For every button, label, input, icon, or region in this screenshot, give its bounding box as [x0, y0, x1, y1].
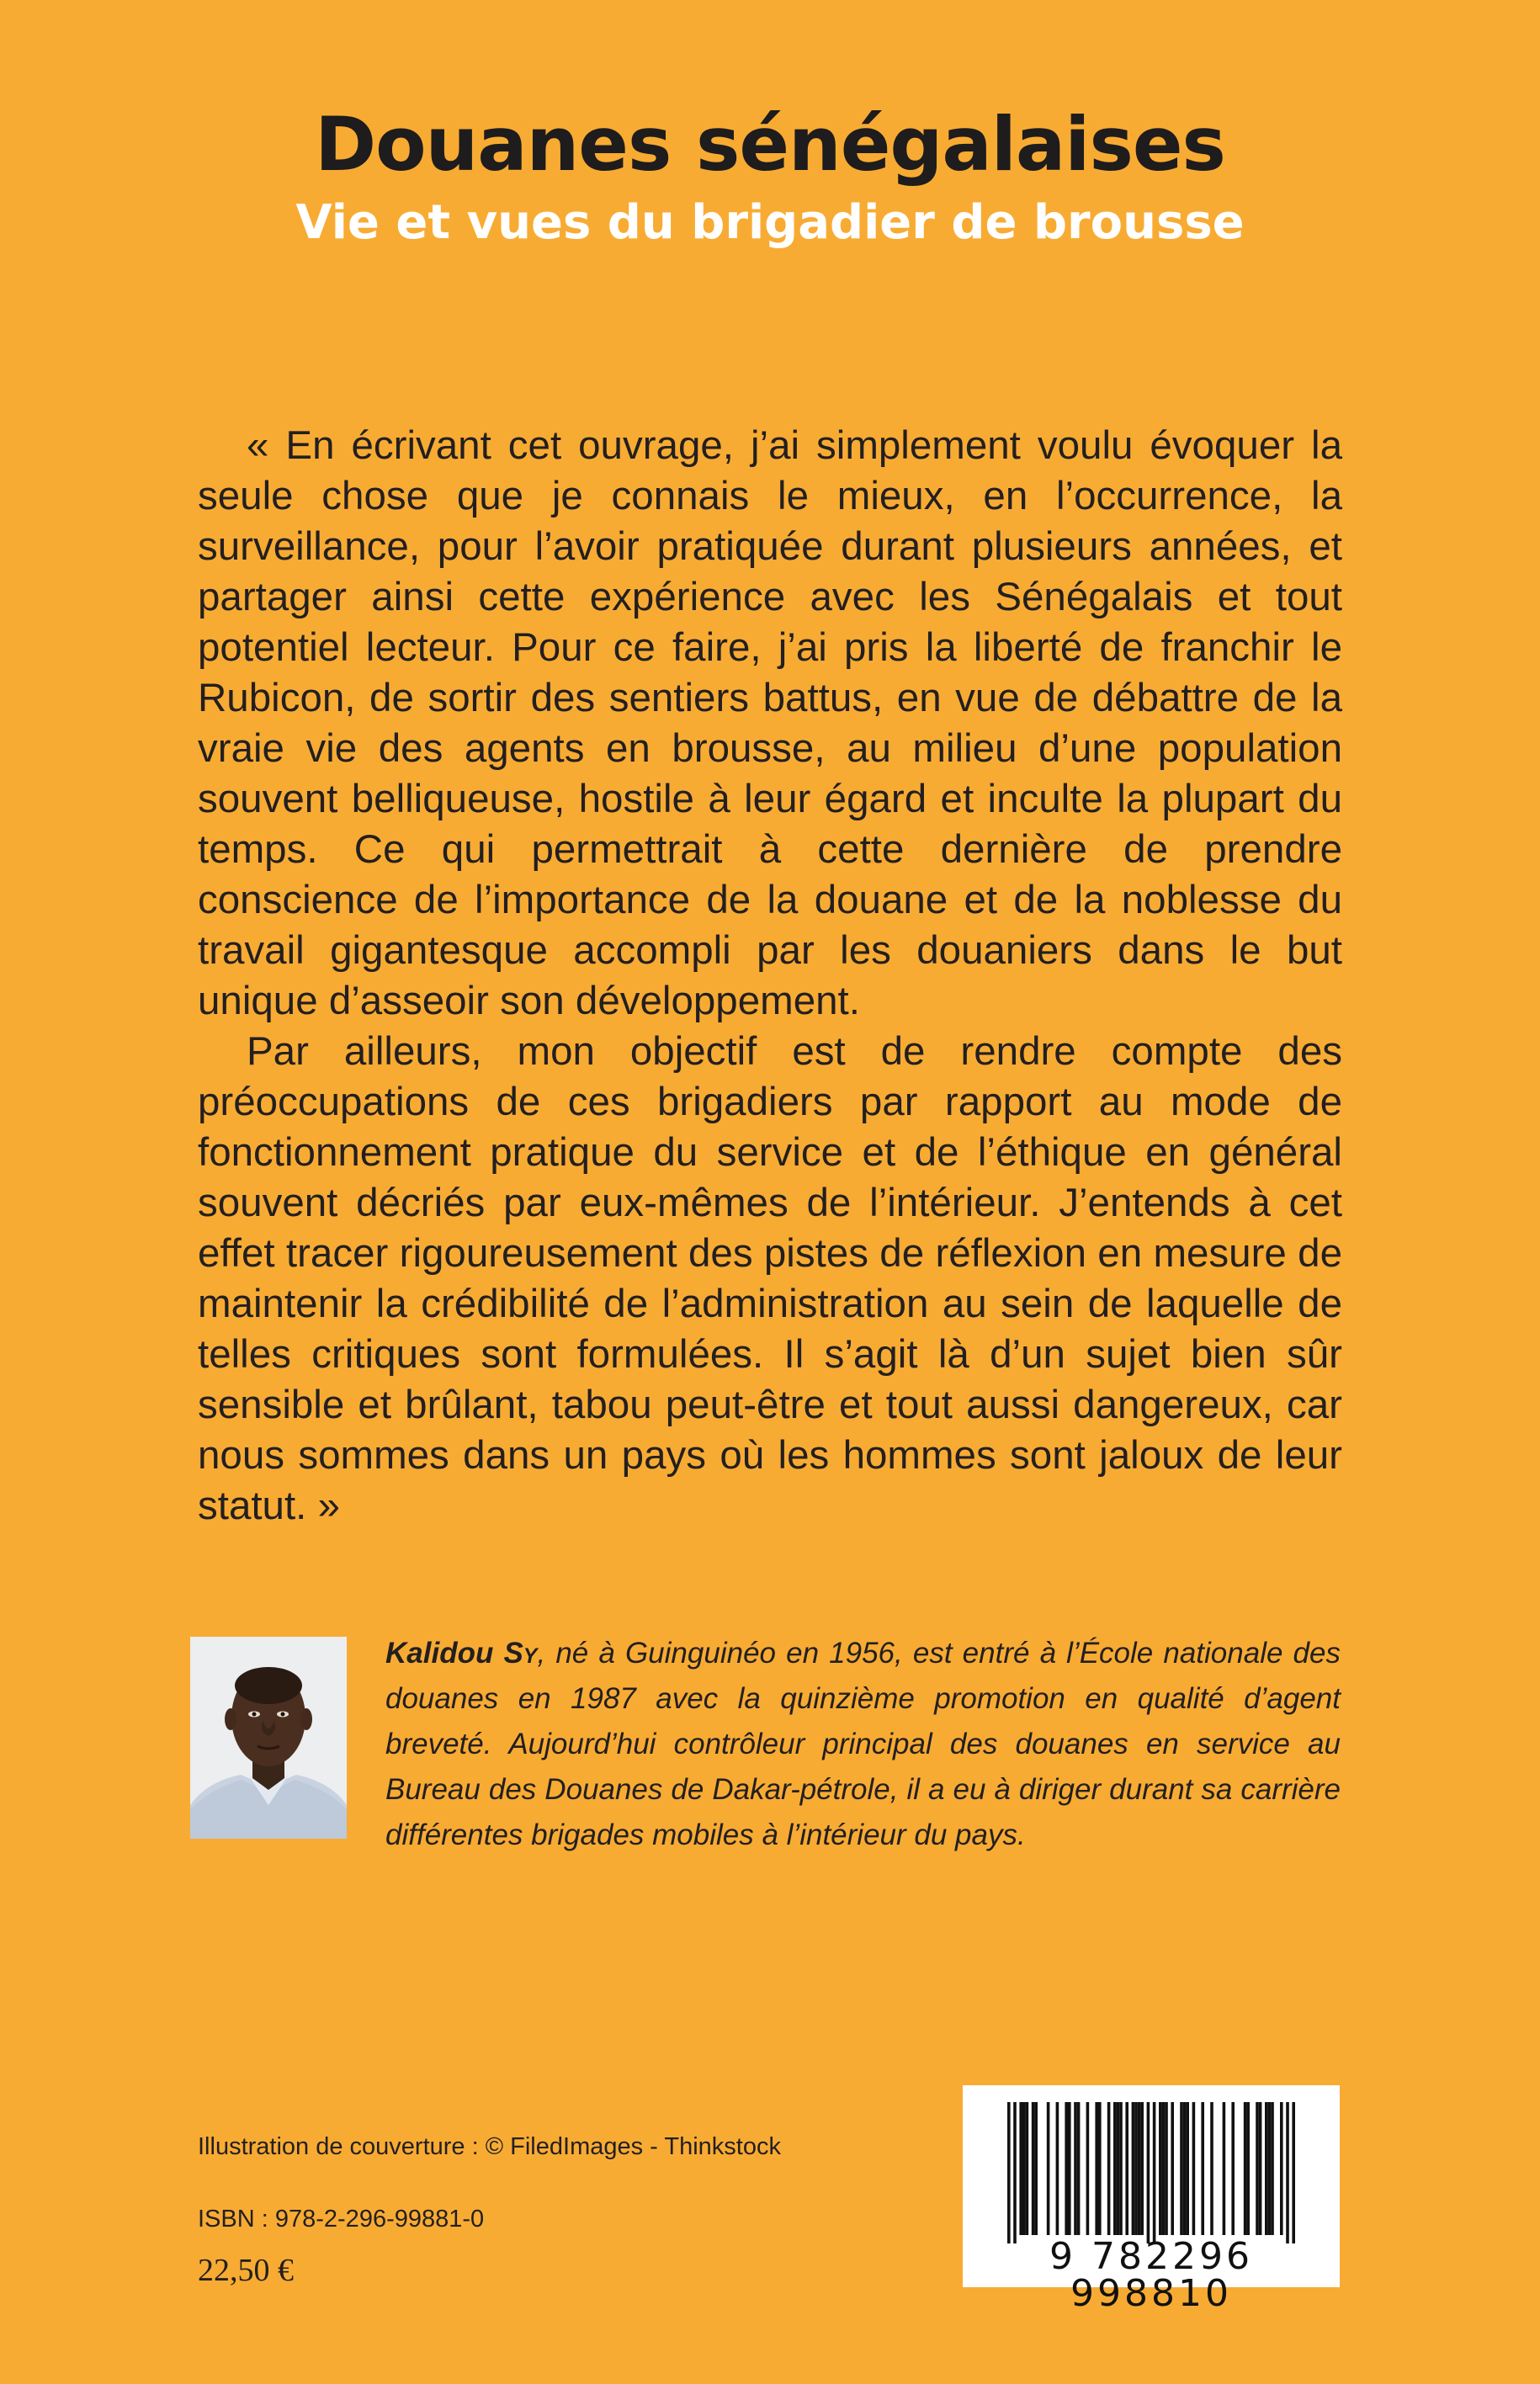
barcode-bar — [1074, 2102, 1077, 2235]
barcode-bar — [1259, 2102, 1262, 2235]
barcode-bar — [1147, 2102, 1150, 2243]
blurb-paragraph: Par ailleurs, mon objectif est de rendre compte des préoccupations de ces brigadiers par rapport au mode de fonctionnement pratique du service et de l’éthique en général souvent décriés par eux-mêmes de l’intérieur. J’entends à cet effet tracer rigoureusement des pistes de réflexion en mesure de maintenir la crédibilité de l’administration au sein de laquelle de telles critiques sont formulées. Il s’agit là d’un sujet bien sûr sensible et brûlant, tabou peut-être et tout aussi dangereux, car nous sommes dans un pays où les hommes sont jaloux de leur statut. » — [198, 1029, 1342, 1528]
barcode-bar — [1244, 2102, 1247, 2235]
author-bio-text: , né à Guinguinéo en 1956, est entré à l’École nationale des douanes en 1987 avec la quinzième promotion en qualité d’agent breveté. Aujourd’hui contrôleur principal des douanes en service au Bureau des Douanes de Dakar-pétrole, il a eu à diriger durant sa carrière différentes brigades mobiles à l’intérieur du pays. — [385, 1637, 1341, 1851]
author-bio — [385, 1631, 1341, 1858]
book-title: Douanes sénégalaises — [315, 101, 1225, 188]
barcode-bar — [1246, 2102, 1250, 2235]
blurb-quote — [198, 421, 1342, 1532]
barcode-bar — [1280, 2102, 1283, 2235]
barcode-bar — [1153, 2102, 1156, 2243]
barcode-bar — [1032, 2102, 1035, 2235]
barcode-bar — [1013, 2102, 1017, 2243]
blurb-paragraph: « En écrivant cet ouvrage, j’ai simplement voulu évoquer la seule chose que je connais le mieux, en l’occurrence, la surveillance, pour l’avoir pratiquée durant plusieurs années, et partager ainsi cette expérience avec les Sénégalais et tout potentiel lecteur. Pour ce faire, j’ai pris la liberté de franchir le Rubicon, de sortir des sentiers battus, en vue de débattre de la vraie vie des agents en brousse, au milieu d’une population souvent belliqueuse, hostile à leur égard et inculte la plupart du temps. Ce qui permettrait à cette dernière de prendre conscience de l’importance de la douane et de la noblesse du travail gigantesque accompli par les douaniers dans le but unique d’asseoir son développement. — [198, 423, 1342, 1023]
barcode-bar — [1171, 2102, 1174, 2235]
book-subtitle: Vie et vues du brigadier de brousse — [295, 195, 1245, 250]
barcode-bar — [1231, 2102, 1235, 2235]
barcode-bar — [1086, 2102, 1090, 2235]
barcode-bar — [1098, 2102, 1102, 2235]
author-photo — [190, 1637, 347, 1839]
barcode-bar — [1034, 2102, 1038, 2235]
barcode-bar — [1007, 2102, 1011, 2243]
barcode-bar — [1271, 2102, 1274, 2235]
barcode-bar — [1201, 2102, 1204, 2235]
barcode-bar — [1165, 2102, 1168, 2235]
barcode-bar — [1022, 2102, 1026, 2235]
barcode-bar — [1138, 2102, 1141, 2235]
author-last-name: Sy — [503, 1637, 538, 1670]
barcode-bar — [1223, 2102, 1226, 2235]
barcode-bar — [1192, 2102, 1196, 2235]
barcode-bar — [1186, 2102, 1189, 2235]
barcode-bar — [1162, 2102, 1166, 2235]
barcode-bar — [1113, 2102, 1117, 2235]
barcode-bar — [1292, 2102, 1295, 2243]
barcode-bar — [1019, 2102, 1022, 2235]
barcode-bar — [1125, 2102, 1128, 2235]
author-first-name: Kalidou — [385, 1637, 494, 1670]
barcode-bar — [1068, 2102, 1071, 2235]
barcode-bar — [1183, 2102, 1187, 2235]
barcode-bar — [1065, 2102, 1068, 2235]
barcode-digits: 9 782296 998810 — [1049, 2235, 1253, 2315]
barcode-bar — [1047, 2102, 1050, 2235]
barcode-bar — [1119, 2102, 1123, 2235]
barcode-bar — [1286, 2102, 1289, 2243]
barcode-bar — [1134, 2102, 1138, 2235]
barcode-bar — [1265, 2102, 1268, 2235]
barcode-bar — [1180, 2102, 1183, 2235]
barcode-bar — [1056, 2102, 1059, 2235]
isbn: ISBN : 978-2-296-99881-0 — [198, 2206, 485, 2233]
barcode-bar — [1117, 2102, 1120, 2235]
barcode-bar — [1026, 2102, 1029, 2235]
barcode — [963, 2085, 1340, 2315]
barcode-bar — [1159, 2102, 1162, 2235]
barcode-bar — [1140, 2102, 1144, 2235]
barcode-bar — [1132, 2102, 1135, 2235]
cover-illustration-credit: Illustration de couverture : © FiledImages - Thinkstock — [198, 2133, 781, 2160]
price: 22,50 € — [198, 2253, 294, 2288]
barcode-bar — [1095, 2102, 1098, 2235]
barcode-bar — [1107, 2102, 1111, 2235]
author-portrait-icon — [190, 1637, 347, 1839]
barcode-bar — [1077, 2102, 1081, 2235]
barcode-bar — [1210, 2102, 1213, 2235]
barcode-bar — [1268, 2102, 1272, 2235]
barcode-bar — [1256, 2102, 1259, 2235]
